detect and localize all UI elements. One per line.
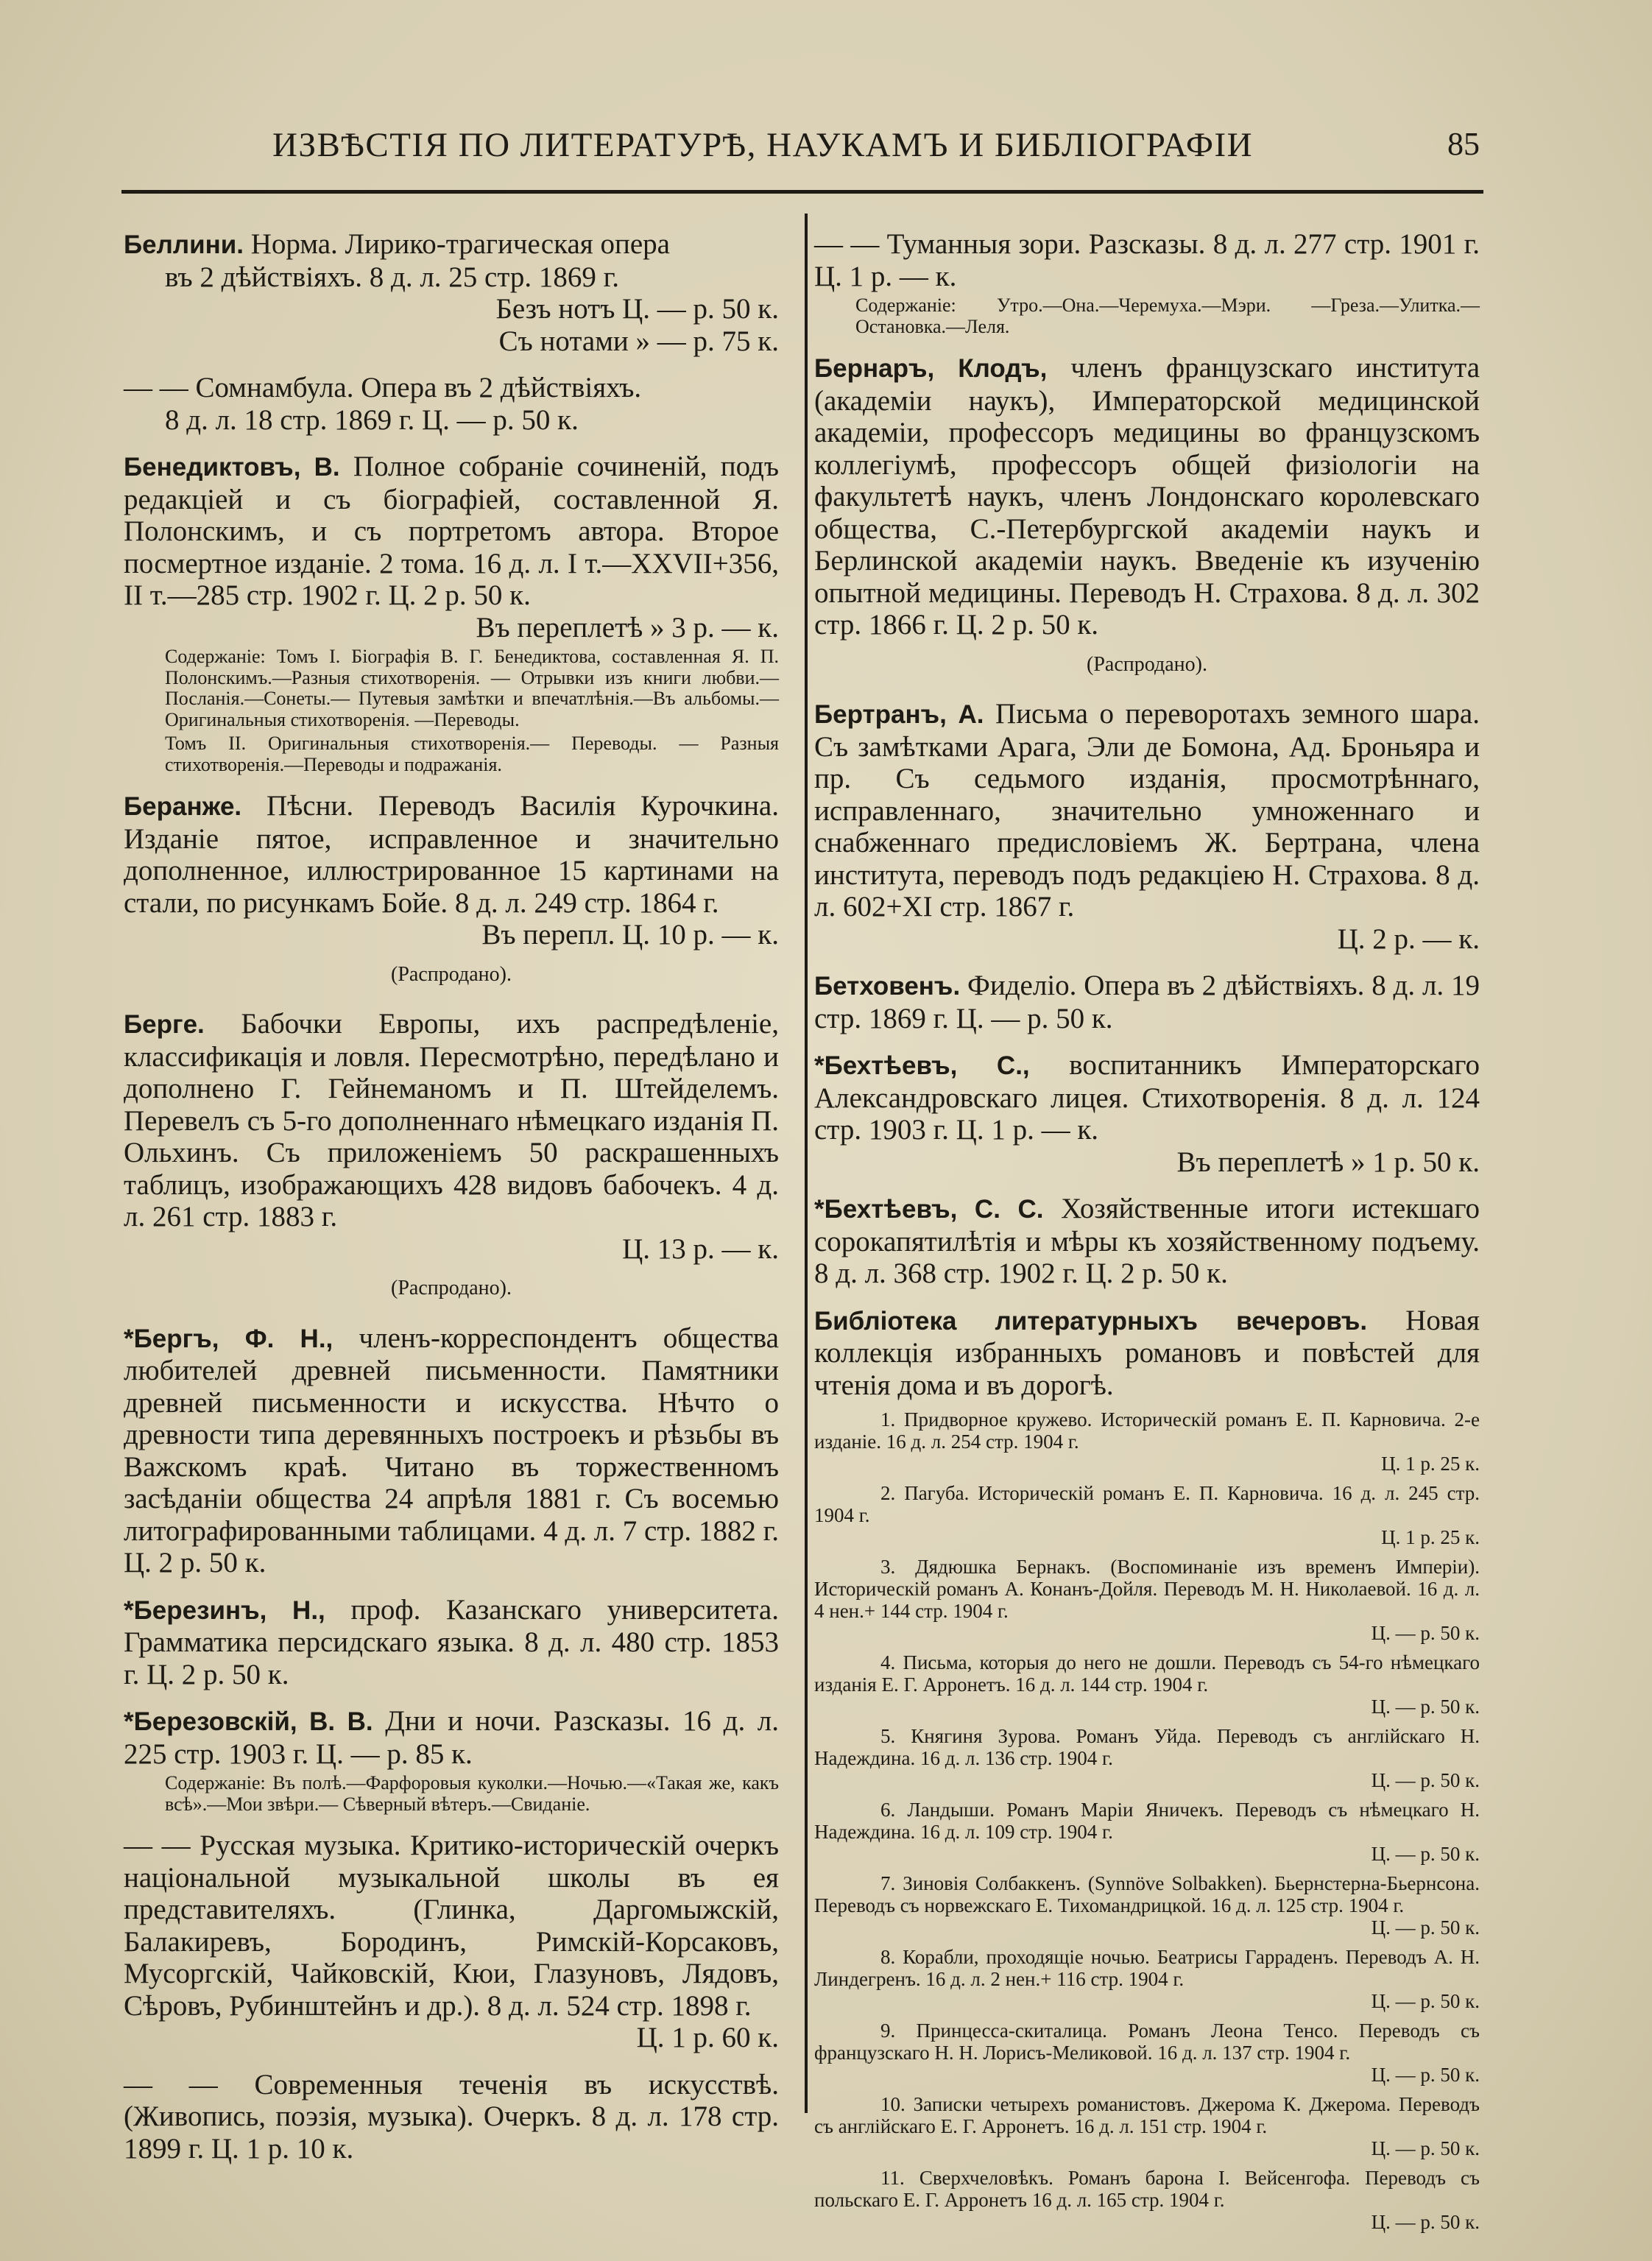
series-item-text: 8. Корабли, проходящіе ночью. Беатрисы Гарраденъ. Переводъ А. Н. Линдегренъ. 16 д. л. 2 нен.+ 116 стр. 1904 г. bbox=[814, 1946, 1480, 1990]
series-item-text: 5. Княгиня Зурова. Романъ Уйда. Переводъ съ англійскаго Н. Надеждина. 16 д. л. 136 стр. 1904 г. bbox=[814, 1725, 1480, 1769]
entry-beranzhe bbox=[124, 790, 779, 990]
entry-text: — — Туманныя зори. Разсказы. 8 д. л. 277 стр. 1901 г. Ц. 1 р. — к. bbox=[814, 228, 1480, 292]
entry-author: *Бехтѣевъ, С. С. bbox=[814, 1195, 1044, 1224]
entry-author: *Бехтѣевъ, С., bbox=[814, 1051, 1030, 1080]
entry-price: Ц. 13 р. — к. bbox=[622, 1232, 779, 1265]
series-item bbox=[814, 1408, 1480, 1475]
entry-text: Дни и ночи. Разсказы. 16 д. л. 225 стр. 1903 г. Ц. — р. 85 к. bbox=[124, 1705, 779, 1770]
entry-price: Въ перепл. Ц. 10 р. — к. bbox=[481, 919, 779, 950]
entry-contents-note: Содержаніе: Въ полѣ.—Фарфоровыя куколки.—Ночью.—«Такая же, какъ всѣ».—Мои звѣри.— Сѣверный вѣтеръ.—Свиданіе. bbox=[165, 1772, 779, 1815]
series-item bbox=[814, 2093, 1480, 2159]
series-item-price: Ц. 1 р. 25 к. bbox=[1381, 1526, 1480, 1548]
entry-text: — — Русская музыка. Критико-историческій очеркъ національной музыкальной школы въ ея представителяхъ. (Глинка, Даргомыжскій, Балакиревъ, Бородинъ, Римскій-Корсаковъ, Мусоргскій, Чайковскій, Кюи, Глазуновъ, Лядовъ, Сѣровъ, Рубинштейнъ и др.). 8 д. л. 524 стр. 1898 г. bbox=[124, 1830, 779, 2022]
entry-betkhoven bbox=[814, 970, 1480, 1034]
entry-benediktov bbox=[124, 451, 779, 775]
entry-tumannye-zori bbox=[814, 228, 1480, 337]
entry-price: Съ нотами » — р. 75 к. bbox=[498, 325, 779, 357]
entry-text: Норма. Лирико-трагическая опера bbox=[244, 228, 670, 260]
entry-text: Полное собраніе сочиненій, подъ редакціей и съ біографіей, составленной Я. Полонскимъ, и съ портретомъ автора. Второе посмертное изданіе. 2 тома. 16 д. л. I т.—XXVII+356, II т.—285 стр. 1902 г. Ц. 2 р. 50 к. bbox=[124, 451, 779, 611]
column-divider bbox=[805, 214, 808, 2113]
entry-bekhteev-s bbox=[814, 1049, 1480, 1178]
entry-contents-note: Содержаніе: Утро.—Она.—Черемуха.—Мэри. —Греза.—Улитка.—Остановка.—Леля. bbox=[855, 294, 1480, 337]
series-item-price: Ц. — р. 50 к. bbox=[1371, 1843, 1480, 1865]
entry-biblioteka bbox=[814, 1305, 1480, 2234]
series-item bbox=[814, 1872, 1480, 1939]
series-item-price: Ц. — р. 50 к. bbox=[1371, 1769, 1480, 1791]
entry-text: — — Сомнамбула. Опера въ 2 дѣйствіяхъ. bbox=[124, 372, 642, 403]
entry-author: Берге. bbox=[124, 1010, 205, 1039]
left-column bbox=[124, 228, 779, 2179]
entry-text: членъ-корреспондентъ общества любителей древней письменности. Памятники древней письменности и искусства. Нѣчто о древности типа деревянныхъ построекъ и рѣзьбы въ Важскомъ краѣ. Читано въ торжественномъ засѣданіи общества 24 апрѣля 1881 г. Съ восемью литографированными таблицами. 4 д. л. 7 стр. 1882 г. Ц. 2 р. 50 к. bbox=[124, 1322, 779, 1579]
entry-text: въ 2 дѣйствіяхъ. 8 д. л. 25 стр. 1869 г. bbox=[165, 261, 619, 293]
series-item-text: 11. Сверхчеловѣкъ. Романъ барона І. Вейсенгофа. Переводъ съ польскаго Е. Г. Арронетъ 16 д. л. 165 стр. 1904 г. bbox=[814, 2167, 1480, 2211]
series-item bbox=[814, 1651, 1480, 1718]
series-item-price: Ц. — р. 50 к. bbox=[1371, 1622, 1480, 1644]
entry-status: (Распродано). bbox=[391, 1277, 512, 1299]
entry-contents-note: Содержаніе: Томъ I. Біографія В. Г. Бенедиктова, составленная Я. П. Полонскимъ.—Разныя стихотворенія. — Отрывки изъ книги любви.— Посланія.—Сонеты.— Путевыя замѣтки и впечатлѣнія.—Въ альбомы.— Оригинальныя стихотворенія. —Переводы. bbox=[165, 646, 779, 730]
page-number: 85 bbox=[1447, 126, 1480, 162]
entry-price: Ц. 2 р. — к. bbox=[1337, 923, 1480, 955]
entry-author: Бенедиктовъ, В. bbox=[124, 453, 340, 482]
entry-text: Хозяйственные итоги истекшаго сорокапятилѣтія и мѣры къ хозяйственному подъему. 8 д. л. 368 стр. 1902 г. Ц. 2 р. 50 к. bbox=[814, 1193, 1480, 1289]
series-item bbox=[814, 1482, 1480, 1548]
entry-author: Бернаръ, Клодъ, bbox=[814, 354, 1048, 383]
series-item bbox=[814, 1725, 1480, 1791]
entry-price: Безъ нотъ Ц. — р. 50 к. bbox=[495, 293, 779, 325]
entry-bellini bbox=[124, 228, 779, 357]
entry-text: — — Современныя теченія въ искусствѣ. (Живопись, поэзія, музыка). Очеркъ. 8 д. л. 178 стр. 1899 г. Ц. 1 р. 10 к. bbox=[124, 2068, 779, 2165]
right-column bbox=[814, 228, 1480, 2248]
series-item-text: 7. Зиновія Солбаккенъ. (Synnöve Solbakken). Бьернстерна-Бьернсона. Переводъ съ норвежскаго Е. Тихомандрицкой. 16 д. л. 125 стр. 1904 г. bbox=[814, 1872, 1480, 1916]
entry-author: Бертранъ, А. bbox=[814, 700, 984, 729]
series-item-price: Ц. — р. 50 к. bbox=[1371, 1990, 1480, 2012]
entry-russkaya-muzyka bbox=[124, 1830, 779, 2054]
series-item-text: 10. Записки четырехъ романистовъ. Джерома К. Джерома. Переводъ съ англійскаго Е. Г. Арронетъ. 16 д. л. 151 стр. 1904 г. bbox=[814, 2093, 1480, 2137]
series-item-price: Ц. — р. 50 к. bbox=[1371, 2211, 1480, 2233]
entry-berezovsky bbox=[124, 1705, 779, 1815]
entry-author: *Березинъ, Н., bbox=[124, 1595, 325, 1625]
entry-bekhteev-ss bbox=[814, 1193, 1480, 1290]
running-title: ИЗВѢСТІЯ ПО ЛИТЕРАТУРѢ, НАУКАМЪ И БИБЛІОГРАФІИ bbox=[272, 126, 1254, 164]
entry-author: *Бергъ, Ф. Н., bbox=[124, 1324, 333, 1353]
entry-status: (Распродано). bbox=[391, 962, 512, 986]
entry-price: Въ переплетѣ » 3 р. — к. bbox=[476, 611, 779, 643]
series-item bbox=[814, 2020, 1480, 2086]
entry-text: 8 д. л. 18 стр. 1869 г. Ц. — р. 50 к. bbox=[165, 403, 579, 436]
entry-author: *Березовскій, В. В. bbox=[124, 1707, 373, 1736]
entry-text: Новая коллекція избранныхъ романовъ и повѣстей для чтенія дома и въ дорогѣ. bbox=[814, 1304, 1480, 1401]
series-item-text: 9. Принцесса-скиталица. Романъ Леона Тенсо. Переводъ съ французскаго Н. Н. Лорисъ-Меликовой. 16 д. л. 137 стр. 1904 г. bbox=[814, 2020, 1480, 2064]
series-item bbox=[814, 1556, 1480, 1644]
entry-author: Бетховенъ. bbox=[814, 972, 961, 1001]
entry-contents-note: Томъ II. Оригинальныя стихотворенія.— Переводы. — Разныя стихотворенія.—Переводы и подражанія. bbox=[165, 733, 779, 775]
entry-price: Ц. 1 р. 60 к. bbox=[636, 2022, 779, 2053]
entry-author: Беллини. bbox=[124, 230, 244, 259]
entry-text: Фиделіо. Опера въ 2 дѣйствіяхъ. 8 д. л. 19 стр. 1869 г. Ц. — р. 50 к. bbox=[814, 970, 1480, 1034]
series-item-price: Ц. — р. 50 к. bbox=[1371, 1916, 1480, 1939]
series-item-price: Ц. 1 р. 25 к. bbox=[1381, 1453, 1480, 1475]
entry-text: Письма о переворотахъ земного шара. Съ замѣтками Арага, Эли де Бомона, Ад. Броньяра и пр. Съ седьмого изданія, просмотрѣннаго, исправленнаго, значительно умноженнаго и снабженнаго предисловіемъ Ж. Бертрана, члена института, переводъ подъ редакціею Н. Страхова. 8 д. л. 602+XI стр. 1867 г. bbox=[814, 698, 1480, 923]
series-item-price: Ц. — р. 50 к. bbox=[1371, 2064, 1480, 2086]
series-item-text: 2. Пагуба. Историческій романъ Е. П. Карновича. 16 д. л. 245 стр. 1904 г. bbox=[814, 1482, 1480, 1526]
entry-text: членъ французскаго института (академіи наукъ), Императорской медицинской академіи, профессоръ медицины во французскомъ коллегіумѣ, профессоръ общей физіологіи на факультетѣ наукъ, членъ Лондонскаго королевскаго общества, С.-Петербургской академіи наукъ и Берлинской академіи наукъ. Введеніе къ изученію опытной медицины. Переводъ Н. Страхова. 8 д. л. 302 стр. 1866 г. Ц. 2 р. 50 к. bbox=[814, 352, 1480, 641]
entry-text: Пѣсни. Переводъ Василія Курочкина. Изданіе пятое, исправленное и значительно дополненное, иллюстрированное 15 картинами на стали, по рисункамъ Бойе. 8 д. л. 249 стр. 1864 г. bbox=[124, 790, 779, 919]
entry-text: воспитанникъ Императорскаго Александровскаго лицея. Стихотворенія. 8 д. л. 124 стр. 1903 г. Ц. 1 р. — к. bbox=[814, 1049, 1480, 1146]
series-item-price: Ц. — р. 50 к. bbox=[1371, 2137, 1480, 2159]
entry-status: (Распродано). bbox=[1087, 652, 1207, 676]
header-rule bbox=[121, 190, 1483, 194]
entry-bertran bbox=[814, 698, 1480, 955]
entry-sovremennye-techeniya bbox=[124, 2069, 779, 2165]
entry-text: Бабочки Европы, ихъ распредѣленіе, классификація и ловля. Пересмотрѣно, передѣлано и дополнено Г. Гейнеманомъ и П. Штейделемъ. Перевелъ съ 5-го дополненнаго нѣмецкаго изданія П. Ольхинъ. Съ приложеніемъ 50 раскрашенныхъ таблицъ, изображающихъ 428 видовъ бабочекъ. 4 д. л. 261 стр. 1883 г. bbox=[124, 1008, 779, 1232]
entry-bernar bbox=[814, 352, 1480, 680]
entry-berezin bbox=[124, 1594, 779, 1691]
series-item-price: Ц. — р. 50 к. bbox=[1371, 1696, 1480, 1718]
series-item-text: 6. Ландыши. Романъ Маріи Яничекъ. Переводъ съ нѣмецкаго Н. Надеждина. 16 д. л. 109 стр. 1904 г. bbox=[814, 1799, 1480, 1843]
page-header bbox=[121, 125, 1491, 177]
entry-text: проф. Казанскаго университета. Грамматика персидскаго языка. 8 д. л. 480 стр. 1853 г. Ц. 2 р. 50 к. bbox=[124, 1593, 779, 1690]
entry-price: Въ переплетѣ » 1 р. 50 к. bbox=[1176, 1146, 1480, 1178]
entry-berg bbox=[124, 1322, 779, 1579]
entry-berge bbox=[124, 1008, 779, 1305]
series-item-text: 3. Дядюшка Бернакъ. (Воспоминаніе изъ временъ Имперіи). Историческій романъ А. Конанъ-Дойля. Переводъ М. Н. Николаевой. 16 д. л. 4 нен.+ 144 стр. 1904 г. bbox=[814, 1556, 1480, 1622]
entry-author: Библіотека литературныхъ вечеровъ. bbox=[814, 1306, 1368, 1336]
entry-author: Беранже. bbox=[124, 792, 242, 821]
series-item-text: 1. Придворное кружево. Историческій романъ Е. П. Карновича. 2-е изданіе. 16 д. л. 254 стр. 1904 г. bbox=[814, 1408, 1480, 1453]
entry-somnambula bbox=[124, 372, 779, 436]
series-item bbox=[814, 1946, 1480, 2012]
series-item bbox=[814, 2167, 1480, 2233]
series-item bbox=[814, 1799, 1480, 1865]
series-item-text: 4. Письма, которыя до него не дошли. Переводъ съ 54-го нѣмецкаго изданія Е. Г. Арронетъ. 16 д. л. 144 стр. 1904 г. bbox=[814, 1651, 1480, 1696]
